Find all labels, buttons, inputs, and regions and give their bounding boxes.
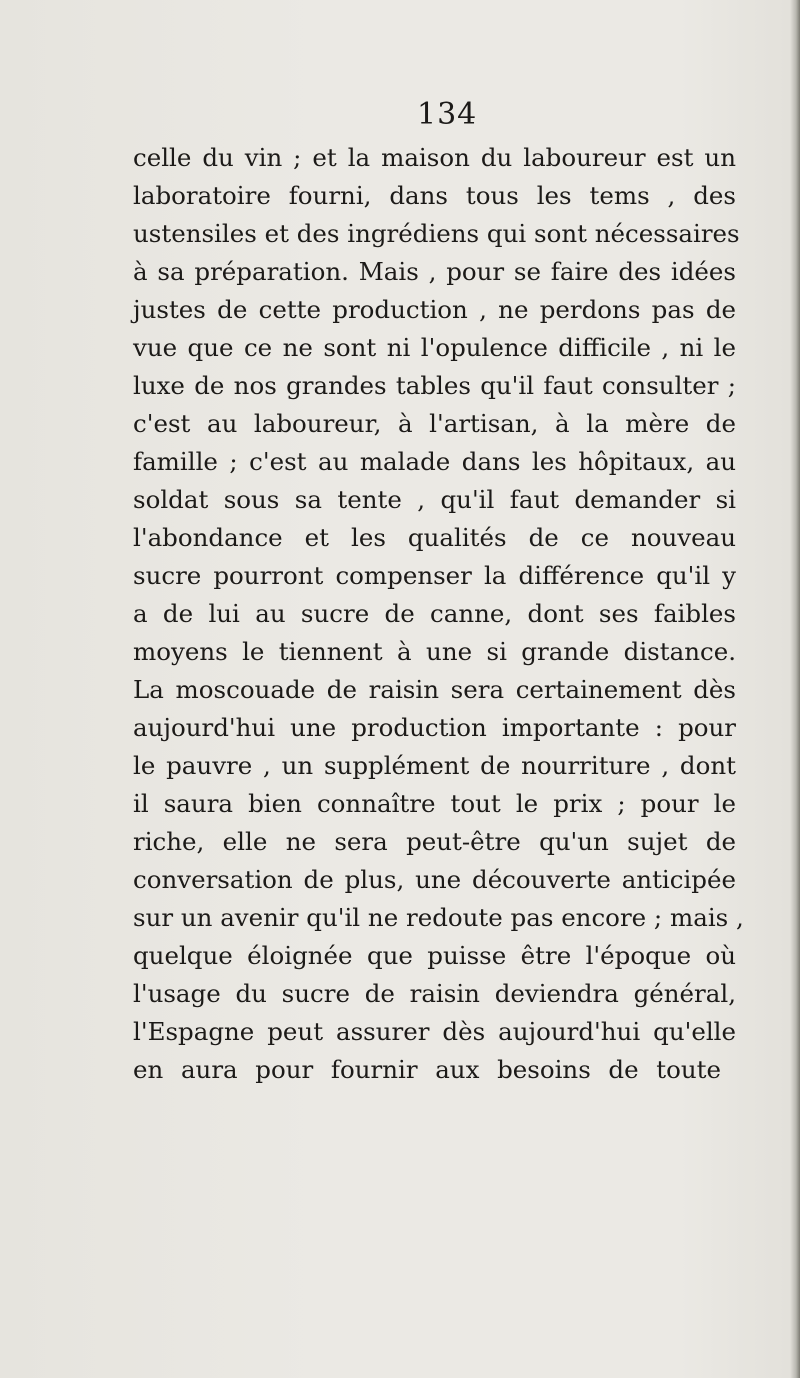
text-line: sucre pourront compenser la différence qu'il y xyxy=(133,561,736,590)
text-line: celle du vin ; et la maison du laboureur est un xyxy=(133,143,736,172)
text-line: c'est au laboureur, à l'artisan, à la mère de xyxy=(133,409,736,438)
body-text xyxy=(133,139,793,1089)
text-line: luxe de nos grandes tables qu'il faut consulter ; xyxy=(133,371,736,400)
text-line: aujourd'hui une production importante : pour xyxy=(133,713,736,742)
text-line: quelque éloignée que puisse être l'époque où xyxy=(133,941,736,970)
text-line: l'usage du sucre de raisin deviendra général, xyxy=(133,979,736,1008)
page-number: 134 xyxy=(417,97,478,132)
text-line: en aura pour fournir aux besoins de toute xyxy=(133,1055,721,1084)
text-line: l'Espagne peut assurer dès aujourd'hui qu'elle xyxy=(133,1017,736,1046)
text-line: sur un avenir qu'il ne redoute pas encore ; mais , xyxy=(133,903,744,932)
text-line: riche, elle ne sera peut-être qu'un sujet de xyxy=(133,827,736,856)
text-line: vue que ce ne sont ni l'opulence difficile , ni le xyxy=(133,333,736,362)
text-line: ustensiles et des ingrédiens qui sont nécessaires xyxy=(133,219,740,248)
text-line: il saura bien connaître tout le prix ; pour le xyxy=(133,789,736,818)
text-line: laboratoire fourni, dans tous les tems , des xyxy=(133,181,736,210)
text-line: a de lui au sucre de canne, dont ses faibles xyxy=(133,599,736,628)
text-line: conversation de plus, une découverte anticipée xyxy=(133,865,736,894)
text-line: à sa préparation. Mais , pour se faire des idées xyxy=(133,257,736,286)
text-line: moyens le tiennent à une si grande distance. xyxy=(133,637,736,666)
text-line: famille ; c'est au malade dans les hôpitaux, au xyxy=(133,447,736,476)
text-line: le pauvre , un supplément de nourriture , dont xyxy=(133,751,736,780)
text-line: justes de cette production , ne perdons pas de xyxy=(133,295,736,324)
text-line: l'abondance et les qualités de ce nouveau xyxy=(133,523,736,552)
text-line: La moscouade de raisin sera certainement dès xyxy=(133,675,736,704)
text-line: soldat sous sa tente , qu'il faut demander si xyxy=(133,485,736,514)
